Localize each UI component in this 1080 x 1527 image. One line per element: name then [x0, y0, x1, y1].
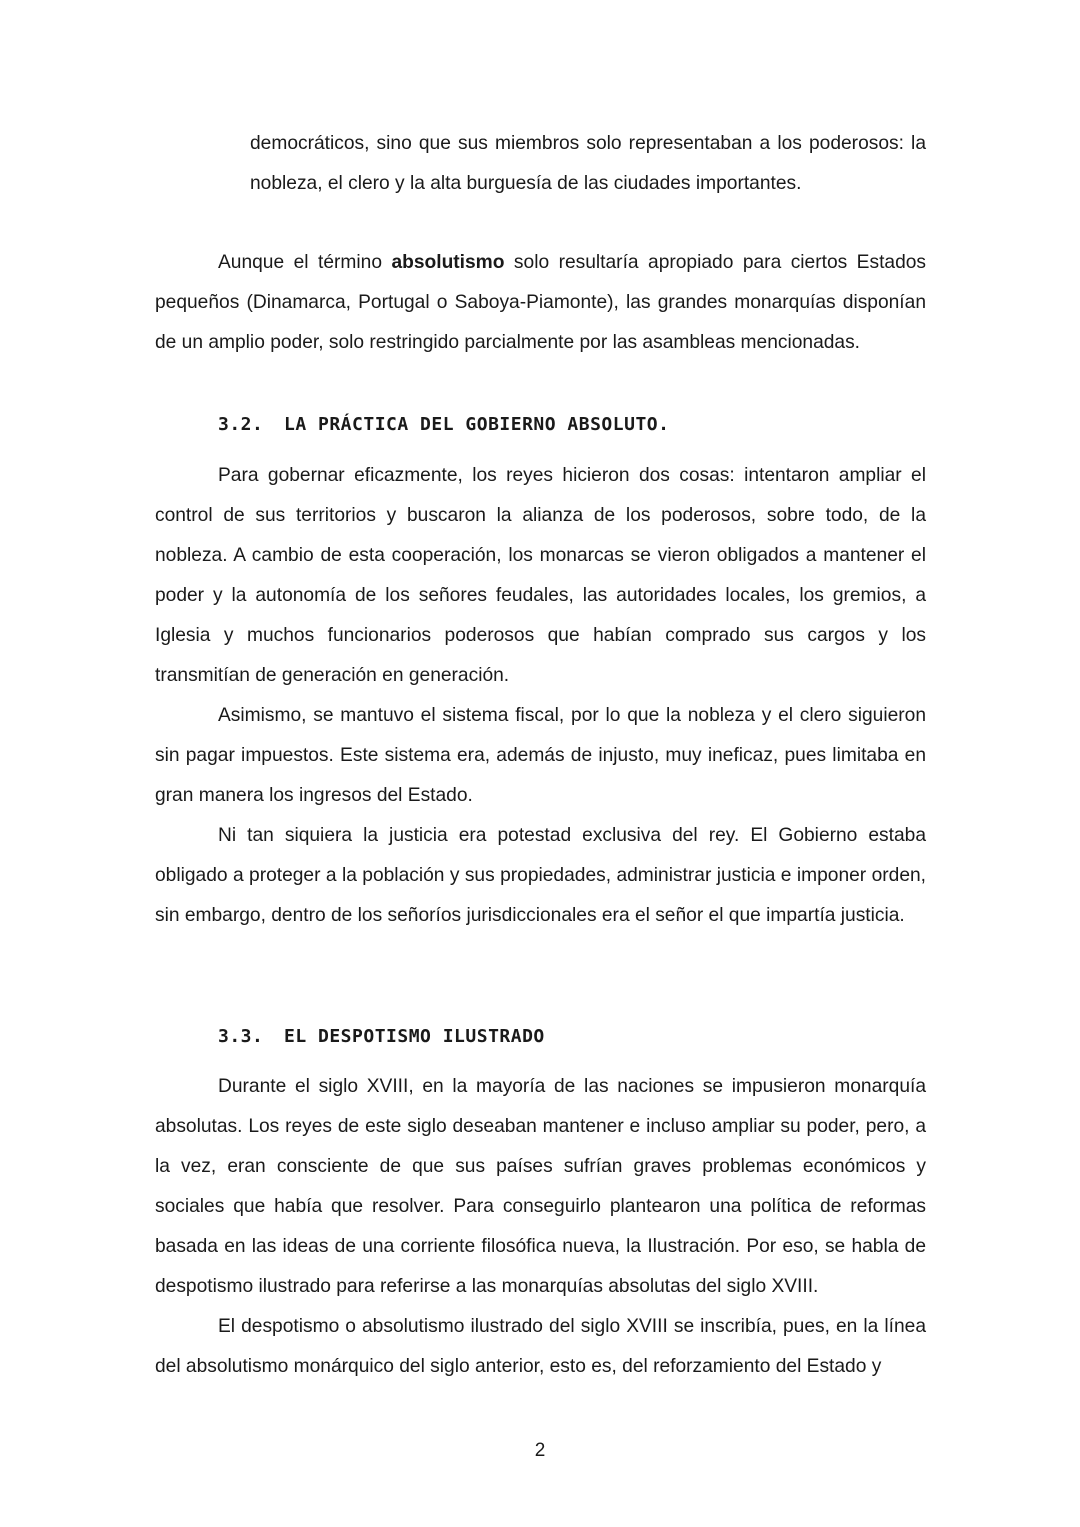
section-heading-3-2 — [218, 414, 669, 435]
section-number-3-2: 3.2. — [218, 414, 264, 435]
intro-paragraph — [155, 243, 926, 363]
section-3-2-paragraph-1: Para gobernar eficazmente, los reyes hicieron dos cosas: intentaron ampliar el control de sus territorios y buscaron la alianza de los poderosos, sobre todo, de la nobleza. A cambio de esta cooperación, los monarcas se vieron obligados a mantener el poder y la autonomía de los señores feudales, las autoridades locales, los gremios, a Iglesia y muchos funcionarios poderosos que habían comprado sus cargos y los transmitían de generación en generación. — [155, 465, 926, 686]
section-3-3-paragraph-1: Durante el siglo XVIII, en la mayoría de las naciones se impusieron monarquía absolutas. Los reyes de este siglo deseaban mantener e incluso ampliar su poder, pero, a la vez, eran consciente de que sus países sufrían graves problemas económicos y sociales que había que resolver. Para conseguirlo plantearon una política de reformas basada en las ideas de una corriente filosófica nueva, la Ilustración. Por eso, se habla de despotismo ilustrado para referirse a las monarquías absolutas del siglo XVIII. — [155, 1076, 926, 1297]
section-heading-3-3 — [218, 1026, 545, 1047]
section-3-2-body — [155, 456, 926, 936]
intro-text-after: solo resultaría apropiado para ciertos Estados pequeños (Dinamarca, Portugal o Saboya-Piamonte), las grandes monarquías disponían de un amplio poder, solo restringido parcialmente por las asambleas mencionadas. — [155, 252, 927, 353]
continuation-paragraph: democráticos, sino que sus miembros solo representaban a los poderosos: la nobleza, el clero y la alta burguesía de las ciudades importantes. — [250, 133, 926, 194]
section-3-3-body — [155, 1067, 926, 1387]
section-3-3-paragraph-2: El despotismo o absolutismo ilustrado del siglo XVIII se inscribía, pues, en la línea del absolutismo monárquico del siglo anterior, esto es, del reforzamiento del Estado y — [155, 1316, 926, 1377]
page-number: 2 — [534, 1440, 546, 1461]
section-title-3-3: EL DESPOTISMO ILUSTRADO — [284, 1026, 545, 1047]
section-3-2-paragraph-2: Asimismo, se mantuvo el sistema fiscal, por lo que la nobleza y el clero siguieron sin pagar impuestos. Este sistema era, además de injusto, muy ineficaz, pues limitaba en gran manera los ingresos del Estado. — [155, 705, 926, 806]
section-title-3-2: LA PRÁCTICA DEL GOBIERNO ABSOLUTO. — [284, 414, 670, 435]
section-3-2-paragraph-3: Ni tan siquiera la justicia era potestad exclusiva del rey. El Gobierno estaba obligado a proteger a la población y sus propiedades, administrar justicia e imponer orden, sin embargo, dentro de los señoríos jurisdiccionales era el señor el que impartía justicia. — [155, 825, 926, 926]
absolutismo-term: absolutismo — [391, 252, 505, 273]
intro-text-before: Aunque el término — [218, 252, 392, 273]
section-number-3-3: 3.3. — [218, 1026, 264, 1047]
